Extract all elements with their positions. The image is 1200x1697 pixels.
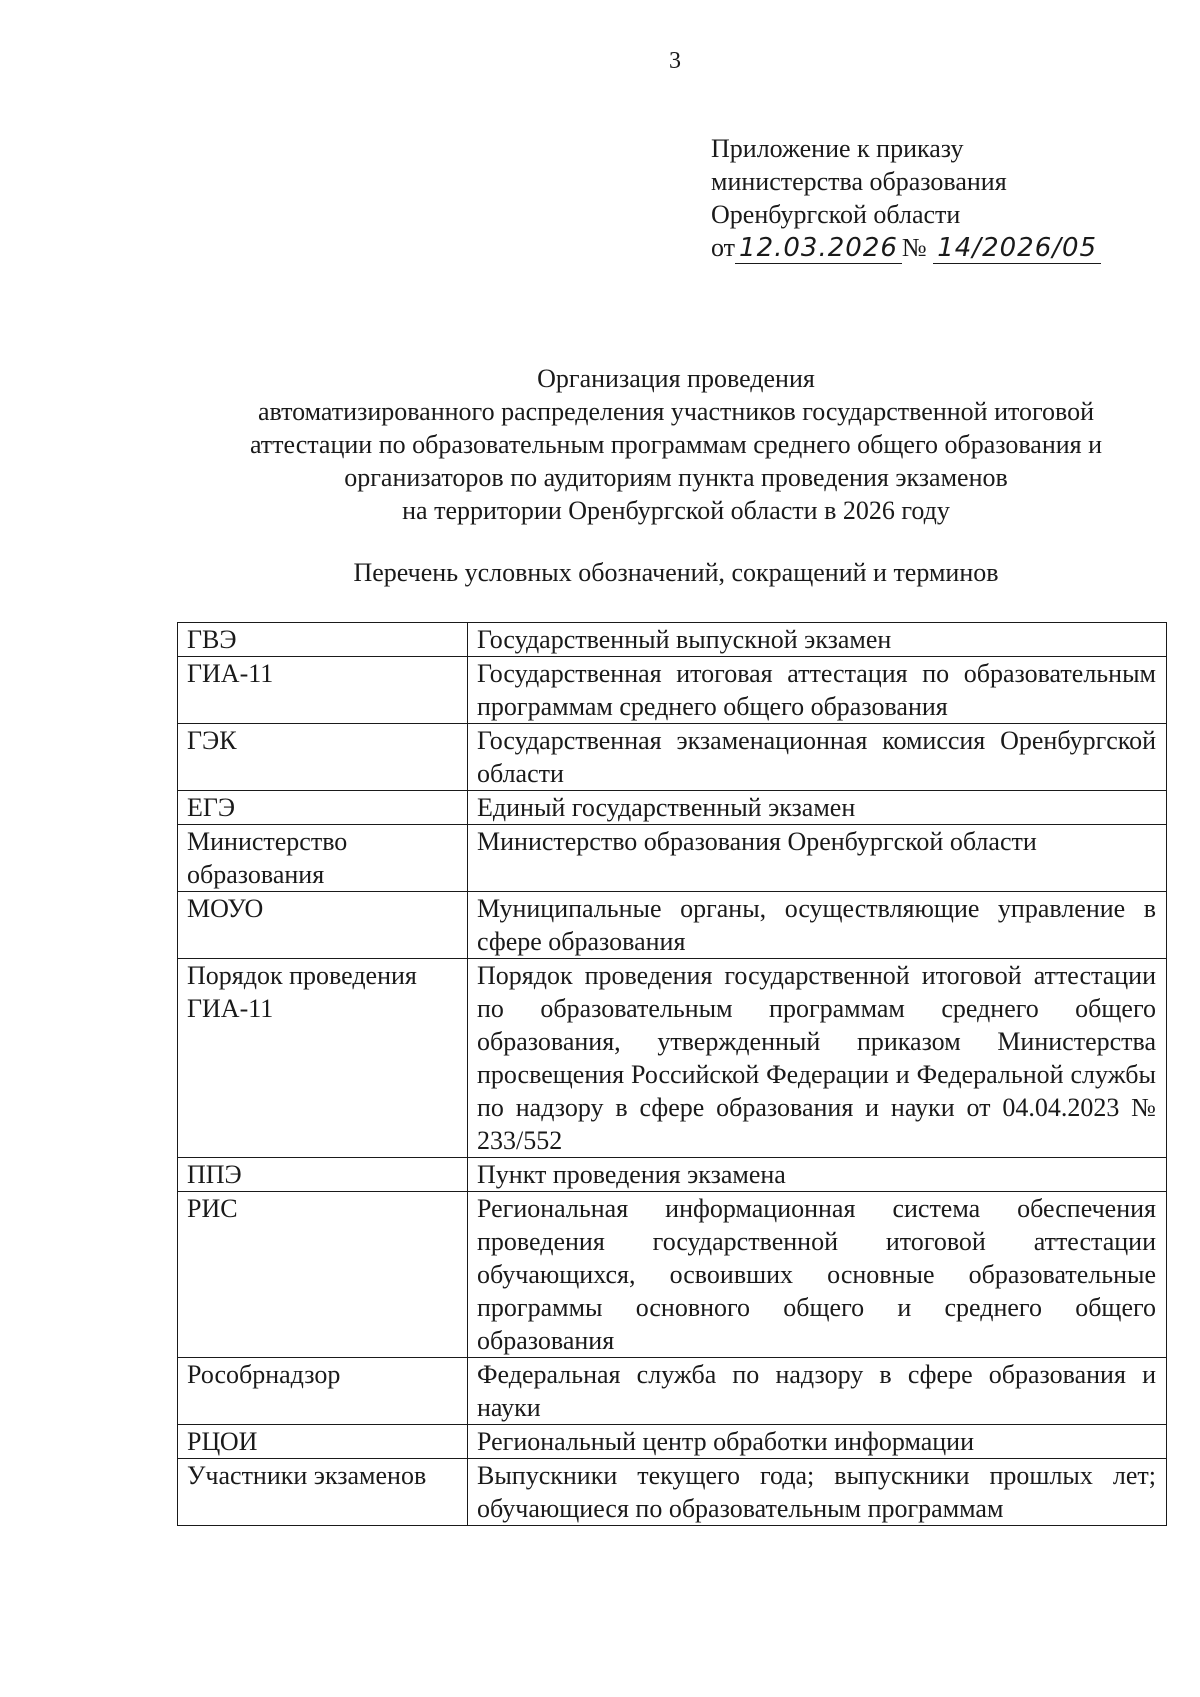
number-sign: №: [901, 233, 927, 262]
document-heading: [170, 362, 1182, 527]
definition-cell: Региональный центр обработки информации: [468, 1425, 1167, 1459]
heading-line-3: аттестации по образовательным программам среднего общего образования и: [249, 430, 1103, 459]
heading-line-5: на территории Оренбургской области в 2026 году: [402, 496, 950, 525]
definition-cell: Муниципальные органы, осуществляющие управление в сфере образования: [468, 892, 1167, 959]
table-row: [178, 825, 1167, 892]
definition-cell: Пункт проведения экзамена: [468, 1158, 1167, 1192]
table-row: [178, 892, 1167, 959]
table-row: [178, 791, 1167, 825]
term-cell: Министерство образования: [178, 825, 468, 892]
heading-line-4: организаторов по аудиториям пункта проведения экзаменов: [344, 463, 1008, 492]
definition-cell: Министерство образования Оренбургской области: [468, 825, 1167, 892]
definition-cell: Государственный выпускной экзамен: [468, 623, 1167, 657]
term-cell: ЕГЭ: [178, 791, 468, 825]
section-subheading: Перечень условных обозначений, сокращений и терминов: [353, 558, 999, 587]
heading-line-2: автоматизированного распределения участников государственной итоговой: [257, 397, 1095, 426]
appendix-line-1: Приложение к приказу: [711, 134, 964, 163]
table-row: [178, 1158, 1167, 1192]
definition-cell: Единый государственный экзамен: [468, 791, 1167, 825]
table-row: [178, 724, 1167, 791]
definition-cell: Региональная информационная система обеспечения проведения государственной итоговой аттестации обучающихся, освоивших основные образовательные программы основного общего и среднего общего образования: [468, 1192, 1167, 1358]
term-cell: РИС: [178, 1192, 468, 1358]
table-row: [178, 1425, 1167, 1459]
term-cell: Рособрнадзор: [178, 1358, 468, 1425]
definition-cell: Федеральная служба по надзору в сфере образования и науки: [468, 1358, 1167, 1425]
term-cell: МОУО: [178, 892, 468, 959]
definition-cell: Государственная экзаменационная комиссия Оренбургской области: [468, 724, 1167, 791]
definition-cell: Порядок проведения государственной итоговой аттестации по образовательным программам среднего общего образования, утвержденный приказом Министерства просвещения Российской Федерации и Федеральной службы по надзору в сфере образования и науки от 04.04.2023 № 233/552: [468, 959, 1167, 1158]
appendix-block: [711, 132, 1101, 265]
order-date-number: [711, 231, 1101, 265]
term-cell: ГИА-11: [178, 657, 468, 724]
handwritten-number: 14/2026/05: [933, 233, 1101, 264]
table-row: [178, 1459, 1167, 1526]
handwritten-date: 12.03.2026: [735, 233, 902, 264]
definition-cell: Выпускники текущего года; выпускники прошлых лет; обучающиеся по образовательным программам: [468, 1459, 1167, 1526]
page-number: 3: [669, 48, 681, 74]
table-row: [178, 1192, 1167, 1358]
appendix-line-2: министерства образования: [711, 167, 1007, 196]
definition-cell: Государственная итоговая аттестация по образовательным программам среднего общего образования: [468, 657, 1167, 724]
terms-table: [177, 622, 1167, 1526]
table-row: [178, 623, 1167, 657]
table-row: [178, 1358, 1167, 1425]
heading-line-1: Организация проведения: [537, 364, 815, 393]
term-cell: ГВЭ: [178, 623, 468, 657]
appendix-line-3: Оренбургской области: [711, 200, 961, 229]
date-prefix: от: [711, 233, 736, 262]
term-cell: Порядок проведения ГИА-11: [178, 959, 468, 1158]
term-cell: Участники экзаменов: [178, 1459, 468, 1526]
table-row: [178, 657, 1167, 724]
term-cell: ППЭ: [178, 1158, 468, 1192]
table-row: [178, 959, 1167, 1158]
term-cell: РЦОИ: [178, 1425, 468, 1459]
term-cell: ГЭК: [178, 724, 468, 791]
